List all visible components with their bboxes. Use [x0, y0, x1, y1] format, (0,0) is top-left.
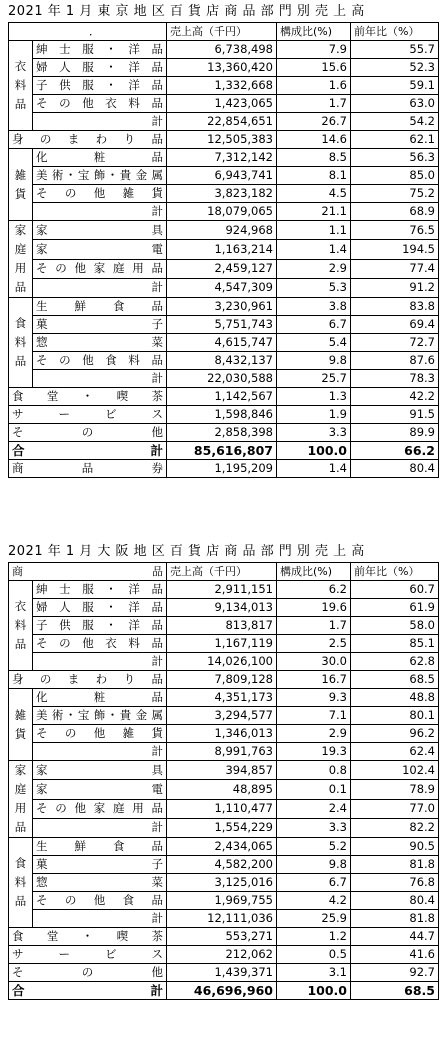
- table-row: [9, 221, 439, 240]
- sales-cell: 1,969,755: [167, 892, 277, 910]
- ratio-cell: 1.6: [277, 77, 351, 95]
- item-label: 生 鮮 食 品: [33, 298, 167, 316]
- sales-cell: 1,439,371: [167, 964, 277, 982]
- sales-cell: 22,854,651: [167, 113, 277, 131]
- yoy-cell: 91.2: [351, 278, 439, 297]
- tokyo-title: 2021 年 1 月 東 京 地 区 百 貨 店 商 品 部 門 別 売 上 高: [8, 4, 365, 19]
- table-row: [9, 617, 439, 635]
- yoy-cell: 58.0: [351, 617, 439, 635]
- item-label: 惣 菜: [33, 334, 167, 352]
- item-label: 家 具: [33, 761, 167, 780]
- ratio-cell: 3.1: [277, 964, 351, 982]
- yoy-cell: 61.9: [351, 599, 439, 617]
- item-label: 家 電: [33, 240, 167, 259]
- ratio-cell: 9.8: [277, 856, 351, 874]
- ratio-cell: 100.0: [277, 442, 351, 460]
- subtotal-row: [9, 818, 439, 837]
- header-yoy: 前年比（%）: [351, 563, 439, 581]
- ratio-cell: 19.6: [277, 599, 351, 617]
- ratio-cell: 30.0: [277, 653, 351, 671]
- ratio-cell: 19.3: [277, 743, 351, 761]
- item-label: そ の 他 衣 料 品: [33, 95, 167, 113]
- sales-cell: 18,079,065: [167, 203, 277, 221]
- ratio-cell: 25.7: [277, 370, 351, 388]
- tokyo-sales-table: [8, 22, 439, 478]
- ratio-cell: 2.9: [277, 259, 351, 278]
- sales-cell: 9,134,013: [167, 599, 277, 617]
- yoy-cell: 41.6: [351, 946, 439, 964]
- sales-cell: 1,332,668: [167, 77, 277, 95]
- ratio-cell: 16.7: [277, 671, 351, 689]
- total-row: [9, 982, 439, 1000]
- table-row: [9, 892, 439, 910]
- sales-cell: 46,696,960: [167, 982, 277, 1000]
- tokyo-section: [8, 2, 438, 478]
- header-item: ．: [9, 23, 167, 41]
- yoy-cell: 48.8: [351, 689, 439, 707]
- item-label: サ ー ビ ス: [9, 406, 167, 424]
- ratio-cell: 14.6: [277, 131, 351, 149]
- header-sales: 売上高（千円）: [167, 23, 277, 41]
- sales-cell: 553,271: [167, 928, 277, 946]
- ratio-cell: 1.4: [277, 240, 351, 259]
- item-label: そ の 他: [9, 424, 167, 442]
- item-label: サ ー ビ ス: [9, 946, 167, 964]
- header-ratio: 構成比(%): [277, 23, 351, 41]
- yoy-cell: 75.2: [351, 185, 439, 203]
- sales-cell: 3,294,577: [167, 707, 277, 725]
- yoy-cell: 62.4: [351, 743, 439, 761]
- sales-cell: 3,230,961: [167, 298, 277, 316]
- table-row: [9, 95, 439, 113]
- ratio-cell: 2.5: [277, 635, 351, 653]
- subtotal-row: [9, 370, 439, 388]
- subtotal-label: 計: [33, 653, 167, 671]
- sales-cell: 12,505,383: [167, 131, 277, 149]
- sales-cell: 13,360,420: [167, 59, 277, 77]
- table-row: [9, 259, 439, 278]
- ratio-cell: 1.2: [277, 928, 351, 946]
- sales-cell: 1,163,214: [167, 240, 277, 259]
- subtotal-label: 計: [33, 370, 167, 388]
- yoy-cell: 83.8: [351, 298, 439, 316]
- yoy-cell: 81.8: [351, 856, 439, 874]
- yoy-cell: 44.7: [351, 928, 439, 946]
- table-row: [9, 707, 439, 725]
- yoy-cell: 68.9: [351, 203, 439, 221]
- ratio-cell: 9.8: [277, 352, 351, 370]
- sales-cell: 394,857: [167, 761, 277, 780]
- table-row: [9, 388, 439, 406]
- ratio-cell: 1.3: [277, 388, 351, 406]
- table-row: [9, 424, 439, 442]
- total-label: 合 計: [9, 982, 167, 1000]
- ratio-cell: 0.1: [277, 780, 351, 799]
- ratio-cell: 4.2: [277, 892, 351, 910]
- yoy-cell: 76.5: [351, 221, 439, 240]
- table-row: [9, 799, 439, 818]
- yoy-cell: 91.5: [351, 406, 439, 424]
- sales-cell: 22,030,588: [167, 370, 277, 388]
- item-label: 子 供 服 ・ 洋 品: [33, 77, 167, 95]
- item-label: 子 供 服 ・ 洋 品: [33, 617, 167, 635]
- ratio-cell: 5.3: [277, 278, 351, 297]
- yoy-cell: 89.9: [351, 424, 439, 442]
- yoy-cell: 92.7: [351, 964, 439, 982]
- table-row: [9, 334, 439, 352]
- sales-cell: 2,434,065: [167, 838, 277, 856]
- subtotal-label: 計: [33, 203, 167, 221]
- table-row: [9, 946, 439, 964]
- yoy-cell: 76.8: [351, 874, 439, 892]
- yoy-cell: 194.5: [351, 240, 439, 259]
- osaka-sales-table: [8, 562, 439, 1000]
- yoy-cell: 66.2: [351, 442, 439, 460]
- sales-cell: 2,911,151: [167, 581, 277, 599]
- subtotal-label: 計: [33, 818, 167, 837]
- group-label: 食 料 品: [9, 298, 33, 388]
- item-label: そ の 他 食 品: [33, 892, 167, 910]
- sales-cell: 2,858,398: [167, 424, 277, 442]
- sales-cell: 813,817: [167, 617, 277, 635]
- sales-cell: 14,026,100: [167, 653, 277, 671]
- table-row: [9, 856, 439, 874]
- subtotal-row: [9, 910, 439, 928]
- table-row: [9, 406, 439, 424]
- subtotal-row: [9, 203, 439, 221]
- ratio-cell: 6.7: [277, 874, 351, 892]
- header-yoy: 前年比（%）: [351, 23, 439, 41]
- table-row: [9, 725, 439, 743]
- table-row: [9, 780, 439, 799]
- sales-cell: 48,895: [167, 780, 277, 799]
- ratio-cell: 7.9: [277, 41, 351, 59]
- item-label: 菓 子: [33, 316, 167, 334]
- yoy-cell: 85.0: [351, 167, 439, 185]
- group-label: 家 庭 用 品: [9, 221, 33, 298]
- group-label: 家 庭 用 品: [9, 761, 33, 838]
- sales-cell: 4,582,200: [167, 856, 277, 874]
- yoy-cell: 80.4: [351, 460, 439, 478]
- total-row: [9, 442, 439, 460]
- yoy-cell: 81.8: [351, 910, 439, 928]
- table-row: [9, 167, 439, 185]
- item-label: 家 具: [33, 221, 167, 240]
- table-row: [9, 671, 439, 689]
- group-label: 雑 貨: [9, 149, 33, 221]
- ratio-cell: 5.2: [277, 838, 351, 856]
- item-label: そ の 他 雑 貨: [33, 725, 167, 743]
- yoy-cell: 68.5: [351, 982, 439, 1000]
- sales-cell: 4,351,173: [167, 689, 277, 707]
- ratio-cell: 2.9: [277, 725, 351, 743]
- subtotal-row: [9, 113, 439, 131]
- yoy-cell: 55.7: [351, 41, 439, 59]
- header-sales: 売上高（千円）: [167, 563, 277, 581]
- yoy-cell: 87.6: [351, 352, 439, 370]
- yoy-cell: 60.7: [351, 581, 439, 599]
- sales-cell: 2,459,127: [167, 259, 277, 278]
- ratio-cell: 6.2: [277, 581, 351, 599]
- yoy-cell: 72.7: [351, 334, 439, 352]
- table-row: [9, 41, 439, 59]
- subtotal-row: [9, 743, 439, 761]
- table-row: [9, 928, 439, 946]
- item-label: そ の 他 衣 料 品: [33, 635, 167, 653]
- ratio-cell: 21.1: [277, 203, 351, 221]
- header-row: [9, 563, 439, 581]
- sales-cell: 5,751,743: [167, 316, 277, 334]
- total-label: 合 計: [9, 442, 167, 460]
- yoy-cell: 62.1: [351, 131, 439, 149]
- yoy-cell: 90.5: [351, 838, 439, 856]
- sales-cell: 6,738,498: [167, 41, 277, 59]
- table-row: [9, 874, 439, 892]
- table-row: [9, 460, 439, 478]
- ratio-cell: 0.5: [277, 946, 351, 964]
- subtotal-label: 計: [33, 910, 167, 928]
- yoy-cell: 77.4: [351, 259, 439, 278]
- item-label: 菓 子: [33, 856, 167, 874]
- sales-cell: 1,195,209: [167, 460, 277, 478]
- ratio-cell: 1.1: [277, 221, 351, 240]
- sales-cell: 8,432,137: [167, 352, 277, 370]
- yoy-cell: 62.8: [351, 653, 439, 671]
- ratio-cell: 8.5: [277, 149, 351, 167]
- item-label: 惣 菜: [33, 874, 167, 892]
- ratio-cell: 1.9: [277, 406, 351, 424]
- sales-cell: 12,111,036: [167, 910, 277, 928]
- sales-cell: 1,110,477: [167, 799, 277, 818]
- yoy-cell: 52.3: [351, 59, 439, 77]
- group-label: 食 料 品: [9, 838, 33, 928]
- ratio-cell: 5.4: [277, 334, 351, 352]
- sales-cell: 1,142,567: [167, 388, 277, 406]
- yoy-cell: 42.2: [351, 388, 439, 406]
- item-label: 婦 人 服 ・ 洋 品: [33, 599, 167, 617]
- sales-cell: 6,943,741: [167, 167, 277, 185]
- ratio-cell: 25.9: [277, 910, 351, 928]
- header-item: 商 品: [9, 563, 167, 581]
- item-label: 身 の ま わ り 品: [9, 671, 167, 689]
- sales-cell: 924,968: [167, 221, 277, 240]
- yoy-cell: 69.4: [351, 316, 439, 334]
- ratio-cell: 15.6: [277, 59, 351, 77]
- ratio-cell: 3.8: [277, 298, 351, 316]
- item-label: 身 の ま わ り 品: [9, 131, 167, 149]
- group-label: 衣 料 品: [9, 581, 33, 671]
- sales-cell: 3,125,016: [167, 874, 277, 892]
- ratio-cell: 3.3: [277, 818, 351, 837]
- item-label: そ の 他 雑 貨: [33, 185, 167, 203]
- ratio-cell: 0.8: [277, 761, 351, 780]
- yoy-cell: 59.1: [351, 77, 439, 95]
- yoy-cell: 80.4: [351, 892, 439, 910]
- table-row: [9, 635, 439, 653]
- header-ratio: 構成比(%): [277, 563, 351, 581]
- item-label: 商 品 券: [9, 460, 167, 478]
- table-row: [9, 689, 439, 707]
- sales-cell: 1,598,846: [167, 406, 277, 424]
- yoy-cell: 68.5: [351, 671, 439, 689]
- subtotal-label: 計: [33, 278, 167, 297]
- ratio-cell: 4.5: [277, 185, 351, 203]
- item-label: 美 術 ･ 宝 飾 ･ 貴 金 属: [33, 707, 167, 725]
- item-label: 婦 人 服 ・ 洋 品: [33, 59, 167, 77]
- yoy-cell: 82.2: [351, 818, 439, 837]
- subtotal-label: 計: [33, 743, 167, 761]
- ratio-cell: 2.4: [277, 799, 351, 818]
- ratio-cell: 1.4: [277, 460, 351, 478]
- item-label: 紳 士 服 ・ 洋 品: [33, 41, 167, 59]
- table-row: [9, 352, 439, 370]
- item-label: そ の 他: [9, 964, 167, 982]
- sales-cell: 3,823,182: [167, 185, 277, 203]
- subtotal-row: [9, 278, 439, 297]
- table-row: [9, 838, 439, 856]
- header-row: [9, 23, 439, 41]
- item-label: そ の 他 食 料 品: [33, 352, 167, 370]
- ratio-cell: 1.7: [277, 95, 351, 113]
- table-row: [9, 964, 439, 982]
- table-row: [9, 599, 439, 617]
- table-row: [9, 131, 439, 149]
- osaka-title: 2021 年 1 月 大 阪 地 区 百 貨 店 商 品 部 門 別 売 上 高: [8, 544, 365, 559]
- sales-cell: 85,616,807: [167, 442, 277, 460]
- item-label: 化 粧 品: [33, 689, 167, 707]
- yoy-cell: 85.1: [351, 635, 439, 653]
- sales-cell: 7,312,142: [167, 149, 277, 167]
- ratio-cell: 7.1: [277, 707, 351, 725]
- subtotal-row: [9, 653, 439, 671]
- item-label: 食 堂 ・ 喫 茶: [9, 928, 167, 946]
- ratio-cell: 9.3: [277, 689, 351, 707]
- item-label: 美 術 ･ 宝 飾 ･ 貴 金 属: [33, 167, 167, 185]
- item-label: 生 鮮 食 品: [33, 838, 167, 856]
- item-label: 紳 士 服 ・ 洋 品: [33, 581, 167, 599]
- item-label: そ の 他 家 庭 用 品: [33, 259, 167, 278]
- table-row: [9, 185, 439, 203]
- sales-cell: 1,167,119: [167, 635, 277, 653]
- yoy-cell: 63.0: [351, 95, 439, 113]
- ratio-cell: 8.1: [277, 167, 351, 185]
- table-row: [9, 298, 439, 316]
- sales-cell: 7,809,128: [167, 671, 277, 689]
- sales-cell: 1,346,013: [167, 725, 277, 743]
- yoy-cell: 54.2: [351, 113, 439, 131]
- ratio-cell: 1.7: [277, 617, 351, 635]
- yoy-cell: 77.0: [351, 799, 439, 818]
- item-label: 家 電: [33, 780, 167, 799]
- sales-cell: 4,615,747: [167, 334, 277, 352]
- sales-cell: 1,554,229: [167, 818, 277, 837]
- yoy-cell: 102.4: [351, 761, 439, 780]
- ratio-cell: 6.7: [277, 316, 351, 334]
- ratio-cell: 100.0: [277, 982, 351, 1000]
- group-label: 衣 料 品: [9, 41, 33, 131]
- item-label: そ の 他 家 庭 用 品: [33, 799, 167, 818]
- table-row: [9, 149, 439, 167]
- table-row: [9, 240, 439, 259]
- yoy-cell: 96.2: [351, 725, 439, 743]
- sales-cell: 4,547,309: [167, 278, 277, 297]
- yoy-cell: 78.3: [351, 370, 439, 388]
- item-label: 化 粧 品: [33, 149, 167, 167]
- osaka-section: [8, 542, 438, 1000]
- yoy-cell: 56.3: [351, 149, 439, 167]
- sales-cell: 212,062: [167, 946, 277, 964]
- ratio-cell: 3.3: [277, 424, 351, 442]
- sales-cell: 8,991,763: [167, 743, 277, 761]
- ratio-cell: 26.7: [277, 113, 351, 131]
- sales-cell: 1,423,065: [167, 95, 277, 113]
- table-row: [9, 581, 439, 599]
- table-row: [9, 77, 439, 95]
- subtotal-label: 計: [33, 113, 167, 131]
- table-row: [9, 59, 439, 77]
- item-label: 食 堂 ・ 喫 茶: [9, 388, 167, 406]
- table-row: [9, 761, 439, 780]
- table-row: [9, 316, 439, 334]
- yoy-cell: 78.9: [351, 780, 439, 799]
- group-label: 雑 貨: [9, 689, 33, 761]
- yoy-cell: 80.1: [351, 707, 439, 725]
